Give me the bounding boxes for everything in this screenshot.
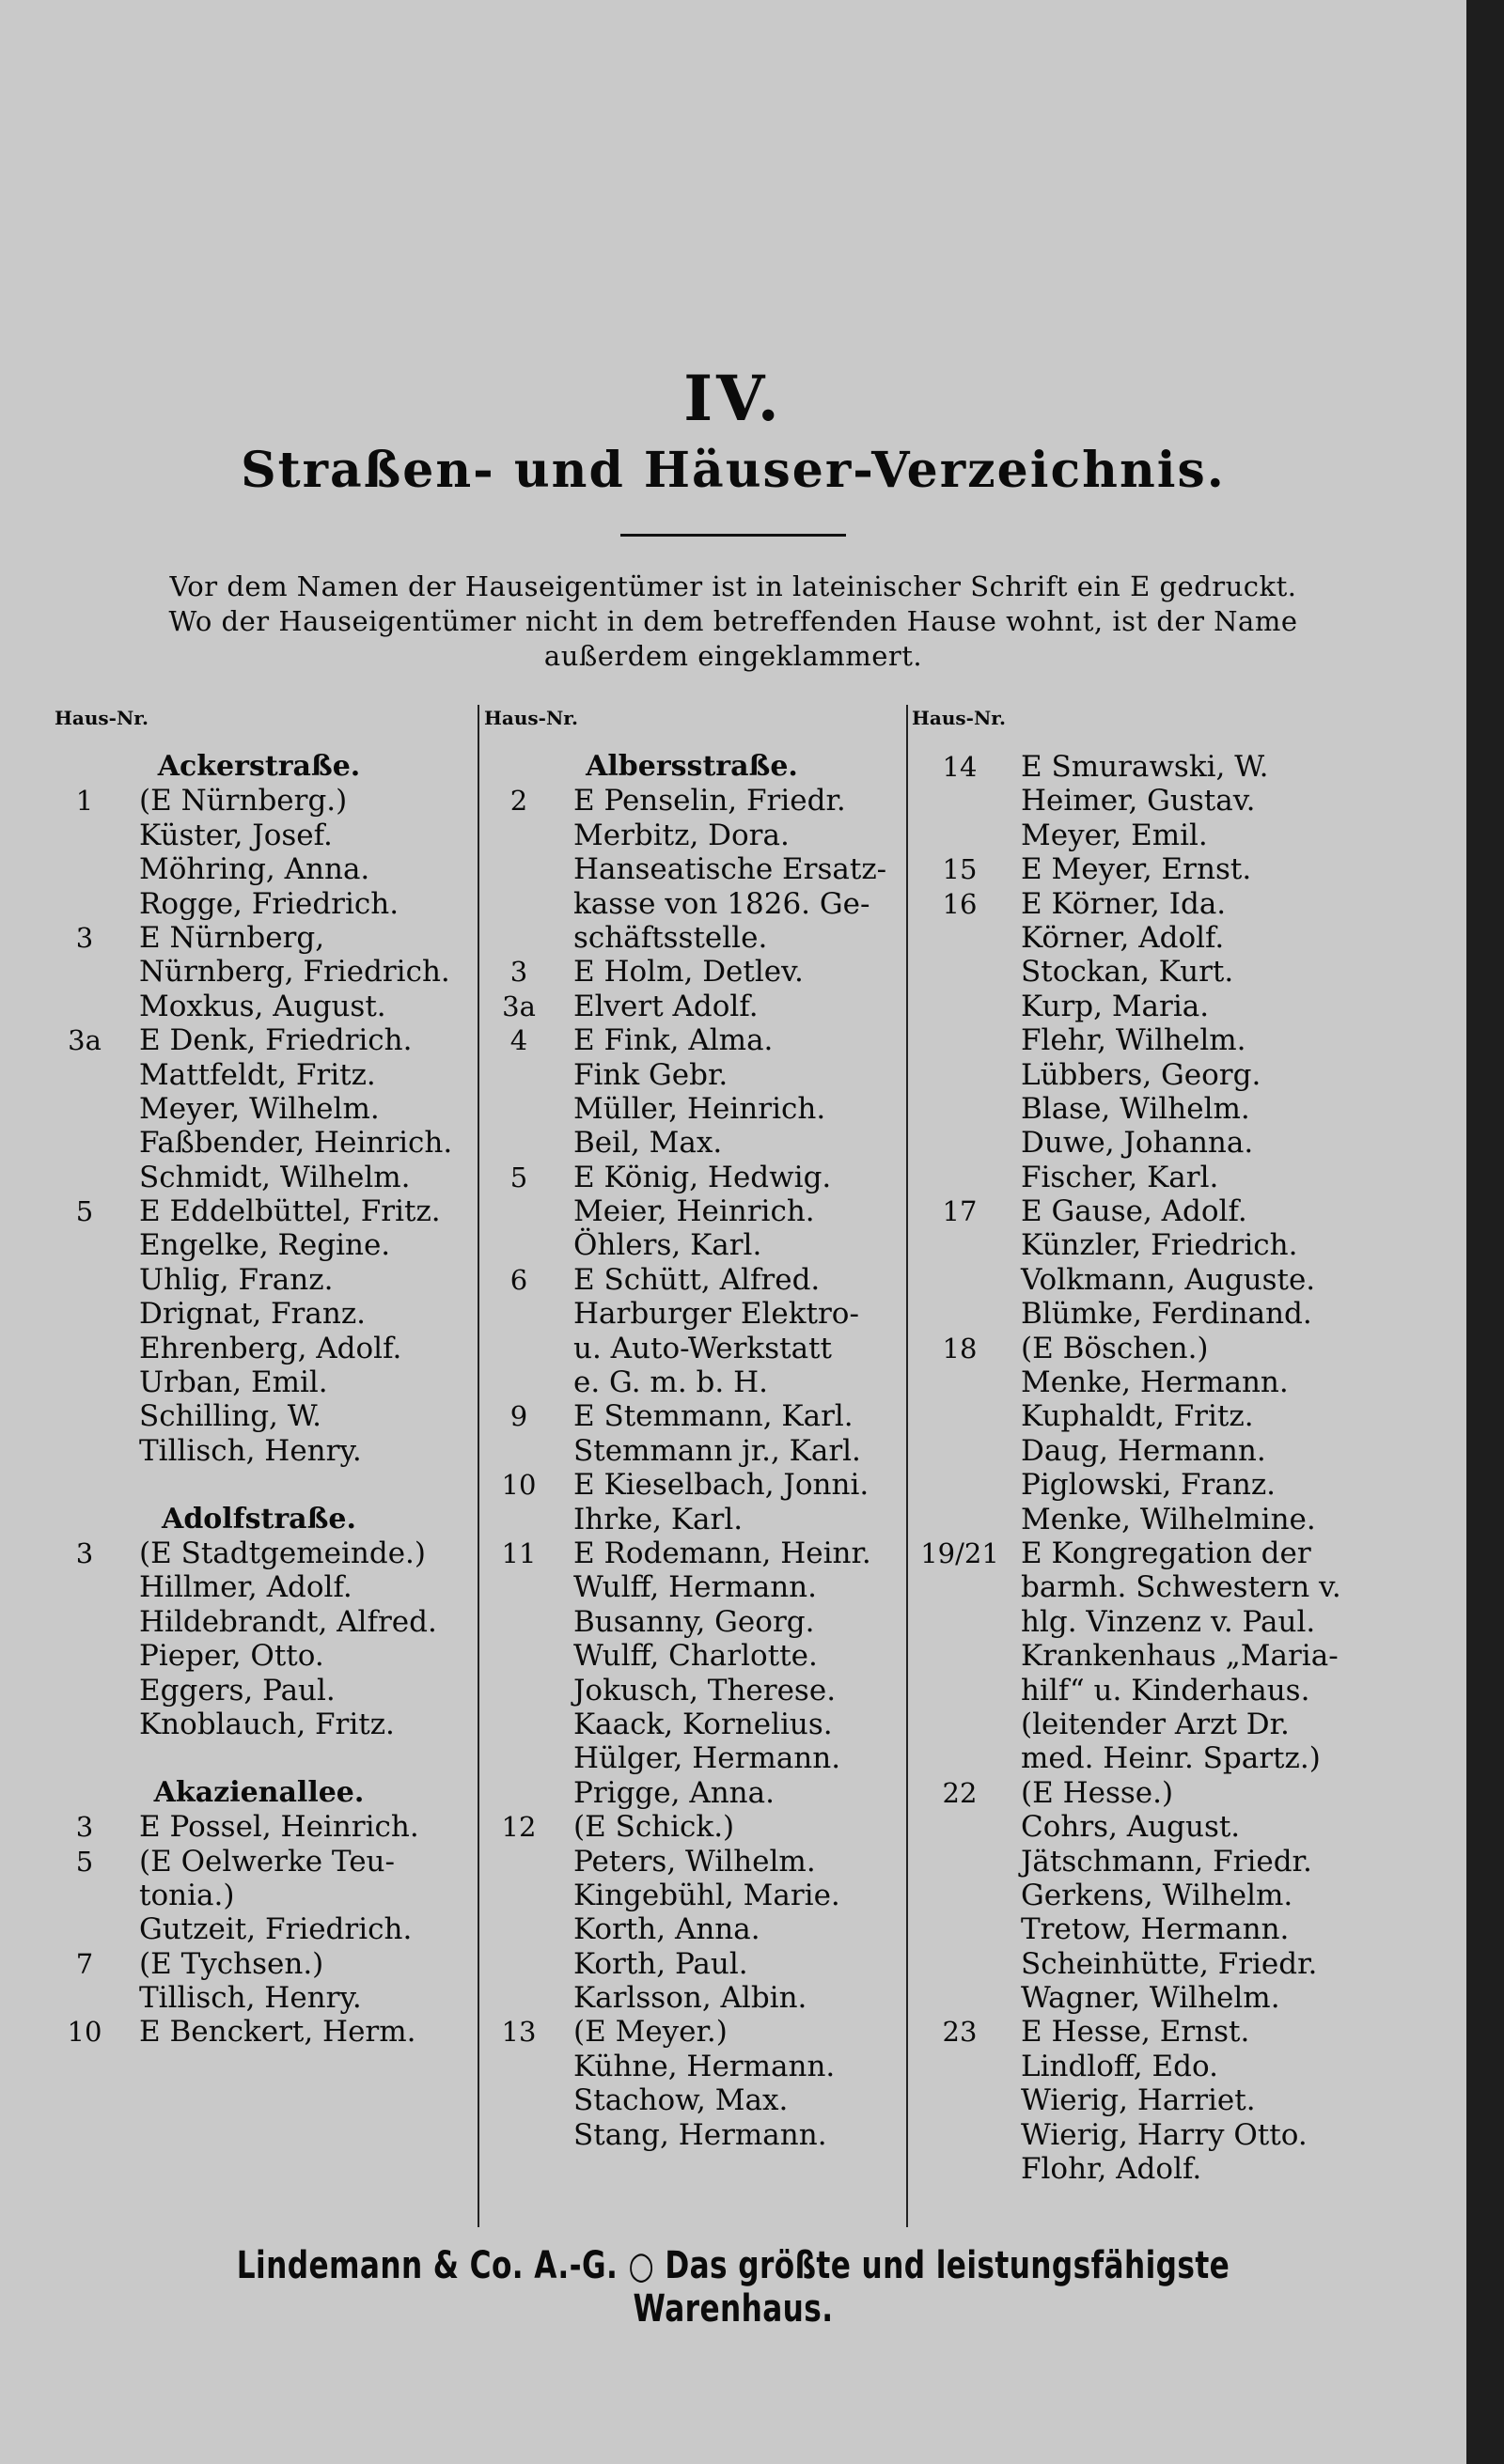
resident-name: Gerkens, Wilhelm. — [1021, 1878, 1293, 1912]
resident-name: Eggers, Paul. — [139, 1673, 336, 1708]
directory-entry — [479, 990, 904, 1023]
resident-name: hlg. Vinzenz v. Paul. — [1021, 1604, 1316, 1639]
resident-name: Tillisch, Henry. — [139, 1981, 362, 2016]
house-number: 3a — [502, 990, 536, 1022]
resident-name: Krankenhaus „Maria- — [1021, 1639, 1339, 1674]
resident-name: Hülger, Hermann. — [573, 1741, 841, 1776]
directory-entry — [479, 1947, 904, 1981]
resident-name: Pieper, Otto. — [139, 1639, 324, 1674]
resident-name: Lübbers, Georg. — [1021, 1057, 1261, 1092]
resident-name: Peters, Wilhelm. — [573, 1844, 816, 1879]
directory-entry — [908, 1023, 1434, 1057]
directory-entry — [908, 1365, 1434, 1399]
resident-name: Kaack, Kornelius. — [573, 1707, 833, 1741]
directory-entry — [45, 1297, 473, 1331]
directory-entry — [479, 1399, 904, 1433]
column-header: Haus-Nr. — [912, 707, 1006, 729]
directory-entry — [908, 1570, 1434, 1604]
resident-name: barmh. Schwestern v. — [1021, 1570, 1341, 1605]
directory-entry — [479, 819, 904, 852]
directory-entry — [479, 1674, 904, 1708]
directory-entry — [479, 1981, 904, 2015]
section-number: IV. — [683, 362, 783, 435]
directory-entry — [908, 1708, 1434, 1741]
resident-name: E Gause, Adolf. — [1021, 1194, 1247, 1229]
directory-entry — [908, 1058, 1434, 1092]
directory-entry — [908, 1297, 1434, 1331]
resident-name: Rogge, Friedrich. — [139, 886, 400, 921]
directory-entry — [479, 1365, 904, 1399]
resident-name: schäftsstelle. — [573, 920, 768, 955]
house-number: 5 — [509, 1161, 528, 1193]
resident-name: Ihrke, Karl. — [573, 1502, 744, 1536]
resident-name: E Meyer, Ernst. — [1021, 852, 1252, 887]
directory-entry — [908, 2083, 1434, 2117]
resident-name: Flehr, Wilhelm. — [1021, 1023, 1246, 1058]
directory-entry — [908, 1332, 1434, 1365]
column-header: Haus-Nr. — [484, 707, 578, 729]
resident-name: Kuphaldt, Fritz. — [1021, 1399, 1254, 1434]
directory-entry — [45, 955, 473, 989]
directory-entry — [908, 1536, 1434, 1570]
directory-entry — [479, 1776, 904, 1810]
house-number: 3 — [75, 921, 94, 954]
directory-entry — [479, 1503, 904, 1536]
directory-entry — [908, 887, 1434, 921]
directory-entry — [908, 2015, 1434, 2049]
resident-name: Fischer, Karl. — [1021, 1160, 1219, 1194]
directory-entry — [45, 1434, 473, 1468]
directory-entry — [479, 1126, 904, 1160]
directory-entry — [479, 1228, 904, 1262]
directory-entry — [45, 1399, 473, 1433]
resident-name: Schilling, W. — [139, 1399, 322, 1434]
spacer — [45, 1741, 473, 1775]
directory-entry — [479, 852, 904, 886]
resident-name: Gutzeit, Friedrich. — [139, 1912, 413, 1947]
resident-name: Korth, Anna. — [573, 1912, 760, 1947]
house-number: 4 — [509, 1024, 528, 1057]
house-number: 10 — [501, 1469, 537, 1502]
advertisement-footer: Lindemann & Co. A.-G. ○ Das größte und leistungsfähigste Warenhaus. — [236, 2244, 1230, 2331]
directory-entry — [908, 1981, 1434, 2015]
directory-entry — [908, 1879, 1434, 1912]
directory-entry — [908, 1399, 1434, 1433]
directory-entry — [479, 1194, 904, 1228]
directory-entry — [908, 1434, 1434, 1468]
directory-entry — [908, 1194, 1434, 1228]
directory-entry — [479, 2050, 904, 2083]
resident-name: E Nürnberg, — [139, 920, 325, 955]
directory-entry — [479, 1570, 904, 1604]
resident-name: (E Stadtgemeinde.) — [139, 1536, 427, 1570]
house-number: 13 — [501, 2016, 537, 2049]
resident-name: Wulff, Charlotte. — [573, 1639, 818, 1674]
resident-name: Meier, Heinrich. — [573, 1194, 815, 1229]
directory-entry — [479, 1092, 904, 1126]
resident-name: Stachow, Max. — [573, 2083, 789, 2118]
directory-entry — [908, 784, 1434, 818]
resident-name: Cohrs, August. — [1021, 1810, 1241, 1845]
directory-entry — [908, 1228, 1434, 1262]
resident-name: Hillmer, Adolf. — [139, 1570, 352, 1605]
resident-name: Kurp, Maria. — [1021, 989, 1210, 1023]
house-number: 5 — [75, 1845, 94, 1878]
resident-name: Beil, Max. — [573, 1126, 723, 1161]
directory-entry — [479, 1879, 904, 1912]
intro-line: Wo der Hauseigentümer nicht in dem betreffenden Hause wohnt, ist der Name — [168, 605, 1298, 637]
resident-name: Kingebühl, Marie. — [573, 1878, 840, 1912]
directory-entry — [45, 1092, 473, 1126]
directory-entry — [479, 1023, 904, 1057]
directory-entry — [908, 2152, 1434, 2186]
resident-name: Drignat, Franz. — [139, 1297, 367, 1332]
resident-name: Daug, Hermann. — [1021, 1433, 1266, 1468]
street-heading: Akazienallee. — [153, 1775, 365, 1809]
column-1 — [45, 750, 473, 2050]
directory-entry — [908, 1605, 1434, 1639]
directory-entry — [908, 1263, 1434, 1297]
directory-entry — [479, 1058, 904, 1092]
resident-name: Karlsson, Albin. — [573, 1981, 807, 2016]
house-number: 14 — [942, 751, 978, 783]
resident-name: Faßbender, Heinrich. — [139, 1126, 453, 1161]
directory-entry — [908, 990, 1434, 1023]
column-3 — [908, 750, 1434, 2186]
resident-name: Wagner, Wilhelm. — [1021, 1981, 1280, 2016]
directory-entry — [45, 1947, 473, 1981]
column-header: Haus-Nr. — [55, 707, 149, 729]
resident-name: Tillisch, Henry. — [139, 1433, 362, 1468]
resident-name: Flohr, Adolf. — [1021, 2152, 1202, 2187]
street-heading: Albersstraße. — [586, 750, 798, 783]
resident-name: Engelke, Regine. — [139, 1228, 391, 1263]
resident-name: Heimer, Gustav. — [1021, 784, 1256, 819]
resident-name: Künzler, Friedrich. — [1021, 1228, 1298, 1263]
resident-name: Duwe, Johanna. — [1021, 1126, 1254, 1161]
directory-entry — [908, 852, 1434, 886]
directory-entry — [45, 1536, 473, 1570]
directory-entry — [479, 955, 904, 989]
directory-entry — [908, 1161, 1434, 1194]
directory-entry — [908, 1092, 1434, 1126]
resident-name: Hildebrandt, Alfred. — [139, 1604, 437, 1639]
directory-entry — [479, 784, 904, 818]
house-number: 11 — [501, 1536, 537, 1569]
directory-entry — [45, 784, 473, 818]
resident-name: Kühne, Hermann. — [573, 2049, 836, 2083]
house-number: 23 — [942, 2016, 978, 2049]
house-number: 3 — [75, 1811, 94, 1844]
resident-name: Stemmann jr., Karl. — [573, 1433, 861, 1468]
house-number: 3 — [509, 956, 528, 989]
resident-name: Moxkus, August. — [139, 989, 386, 1023]
directory-entry — [45, 1605, 473, 1639]
directory-entry — [45, 1639, 473, 1673]
resident-name: E Denk, Friedrich. — [139, 1023, 413, 1058]
title-divider — [620, 534, 846, 537]
directory-entry — [45, 1674, 473, 1708]
resident-name: E Possel, Heinrich. — [139, 1810, 419, 1845]
directory-entry — [908, 1674, 1434, 1708]
resident-name: Blümke, Ferdinand. — [1021, 1297, 1312, 1332]
directory-entry — [479, 2083, 904, 2117]
intro-line: Vor dem Namen der Hauseigentümer ist in lateinischer Schrift ein E gedruckt. — [169, 570, 1297, 602]
house-number: 15 — [942, 853, 978, 886]
house-number: 6 — [509, 1263, 528, 1296]
resident-name: E Stemmann, Karl. — [573, 1399, 854, 1434]
resident-name: Tretow, Hermann. — [1021, 1912, 1290, 1947]
resident-name: Busanny, Georg. — [573, 1604, 815, 1639]
directory-entry — [45, 1263, 473, 1297]
house-number: 17 — [942, 1195, 978, 1228]
resident-name: Wulff, Hermann. — [573, 1570, 817, 1605]
resident-name: Körner, Adolf. — [1021, 920, 1225, 955]
directory-entry — [45, 2015, 473, 2049]
directory-entry — [908, 1947, 1434, 1981]
resident-name: Menke, Hermann. — [1021, 1365, 1289, 1400]
directory-entry — [479, 1639, 904, 1673]
directory-entry — [45, 990, 473, 1023]
directory-entry — [45, 852, 473, 886]
directory-entry — [908, 1912, 1434, 1946]
directory-entry — [479, 1434, 904, 1468]
directory-entry — [45, 819, 473, 852]
house-number: 18 — [942, 1332, 978, 1365]
directory-entry — [45, 1126, 473, 1160]
directory-entry — [479, 1468, 904, 1502]
resident-name: Urban, Emil. — [139, 1365, 328, 1400]
directory-entry — [479, 921, 904, 955]
resident-name: Ehrenberg, Adolf. — [139, 1331, 402, 1365]
resident-name: (E Nürnberg.) — [139, 784, 348, 819]
directory-entry — [479, 1912, 904, 1946]
resident-name: Harburger Elektro- — [573, 1297, 859, 1332]
resident-name: E Kongregation der — [1021, 1536, 1311, 1570]
directory-entry — [908, 2050, 1434, 2083]
directory-entry — [908, 1126, 1434, 1160]
directory-entry — [45, 1161, 473, 1194]
column-2 — [479, 750, 904, 2152]
resident-name: Merbitz, Dora. — [573, 818, 790, 852]
house-number: 5 — [75, 1195, 94, 1228]
resident-name: hilf“ u. Kinderhaus. — [1021, 1673, 1310, 1708]
resident-name: kasse von 1826. Ge- — [573, 886, 870, 921]
directory-entry — [479, 1536, 904, 1570]
directory-entry — [908, 1776, 1434, 1810]
directory-entry — [45, 1879, 473, 1912]
spacer — [45, 1468, 473, 1502]
directory-entry — [45, 1023, 473, 1057]
directory-entry — [45, 1194, 473, 1228]
directory-entry — [908, 750, 1434, 784]
resident-name: E Schütt, Alfred. — [573, 1262, 821, 1297]
house-number: 2 — [509, 785, 528, 818]
resident-name: Meyer, Wilhelm. — [139, 1091, 380, 1126]
directory-entry — [908, 1503, 1434, 1536]
resident-name: Fink Gebr. — [573, 1057, 728, 1092]
resident-name: Knoblauch, Fritz. — [139, 1707, 395, 1741]
resident-name: E Hesse, Ernst. — [1021, 2015, 1250, 2050]
directory-entry — [45, 1228, 473, 1262]
directory-entry — [479, 1297, 904, 1331]
resident-name: tonia.) — [139, 1878, 235, 1912]
directory-entry — [45, 1365, 473, 1399]
directory-entry — [45, 1912, 473, 1946]
directory-entry — [479, 1263, 904, 1297]
house-number: 3 — [75, 1536, 94, 1569]
resident-name: Müller, Heinrich. — [573, 1091, 826, 1126]
directory-entry — [479, 1845, 904, 1879]
house-number: 19/21 — [920, 1536, 999, 1569]
directory-entry — [479, 2118, 904, 2152]
directory-entry — [45, 1845, 473, 1879]
resident-name: Wierig, Harriet. — [1021, 2083, 1256, 2118]
resident-name: Blase, Wilhelm. — [1021, 1091, 1250, 1126]
directory-entry — [908, 1845, 1434, 1879]
resident-name: Volkmann, Auguste. — [1021, 1262, 1316, 1297]
directory-entry — [908, 1639, 1434, 1673]
resident-name: Prigge, Anna. — [573, 1775, 775, 1810]
resident-name: Mattfeldt, Fritz. — [139, 1057, 376, 1092]
directory-entry — [908, 2118, 1434, 2152]
resident-name: E Smurawski, W. — [1021, 750, 1269, 784]
resident-name: Jokusch, Therese. — [573, 1673, 837, 1708]
directory-entry — [908, 955, 1434, 989]
directory-entry — [479, 1810, 904, 1844]
directory-entry — [479, 1161, 904, 1194]
directory-entry — [45, 1058, 473, 1092]
directory-entry — [908, 1468, 1434, 1502]
resident-name: E König, Hedwig. — [573, 1160, 832, 1194]
directory-entry — [45, 1332, 473, 1365]
directory-entry — [908, 1810, 1434, 1844]
house-number: 9 — [509, 1400, 528, 1433]
resident-name: Möhring, Anna. — [139, 852, 370, 887]
resident-name: Nürnberg, Friedrich. — [139, 955, 450, 990]
street-heading: Adolfstraße. — [162, 1502, 356, 1536]
resident-name: (leitender Arzt Dr. — [1021, 1707, 1290, 1741]
resident-name: E Benckert, Herm. — [139, 2015, 416, 2050]
house-number: 10 — [67, 2016, 102, 2049]
directory-entry — [45, 887, 473, 921]
resident-name: Lindloff, Edo. — [1021, 2049, 1218, 2083]
house-number: 16 — [942, 887, 978, 920]
resident-name: Hanseatische Ersatz- — [573, 852, 887, 887]
house-number: 1 — [75, 785, 94, 818]
directory-entry — [479, 1741, 904, 1775]
resident-name: (E Böschen.) — [1021, 1331, 1209, 1365]
resident-name: E Penselin, Friedr. — [573, 784, 846, 819]
resident-name: med. Heinr. Spartz.) — [1021, 1741, 1321, 1776]
directory-entry — [908, 819, 1434, 852]
intro-text — [85, 569, 1382, 674]
directory-entry — [45, 1570, 473, 1604]
resident-name: Korth, Paul. — [573, 1946, 748, 1981]
resident-name: Schmidt, Wilhelm. — [139, 1160, 411, 1194]
street-heading: Ackerstraße. — [157, 750, 361, 783]
directory-entry — [45, 1981, 473, 2015]
resident-name: E Kieselbach, Jonni. — [573, 1468, 870, 1503]
resident-name: E Holm, Detlev. — [573, 955, 804, 990]
directory-entry — [45, 921, 473, 955]
resident-name: Piglowski, Franz. — [1021, 1468, 1277, 1503]
resident-name: Wierig, Harry Otto. — [1021, 2117, 1308, 2152]
resident-name: (E Tychsen.) — [139, 1946, 324, 1981]
resident-name: Küster, Josef. — [139, 818, 333, 852]
resident-name: E Eddelbüttel, Fritz. — [139, 1194, 441, 1229]
resident-name: (E Oelwerke Teu- — [139, 1844, 395, 1879]
directory-entry — [908, 921, 1434, 955]
page-title: Straßen- und Häuser-Verzeichnis. — [241, 442, 1226, 499]
house-number: 3a — [68, 1024, 102, 1057]
resident-name: Uhlig, Franz. — [139, 1262, 334, 1297]
resident-name: E Rodemann, Heinr. — [573, 1536, 871, 1570]
resident-name: Jätschmann, Friedr. — [1021, 1844, 1312, 1879]
resident-name: (E Meyer.) — [573, 2015, 728, 2050]
directory-entry — [479, 887, 904, 921]
resident-name: E Körner, Ida. — [1021, 886, 1227, 921]
resident-name: E Fink, Alma. — [573, 1023, 774, 1058]
resident-name: e. G. m. b. H. — [573, 1365, 768, 1400]
resident-name: Stang, Hermann. — [573, 2117, 827, 2152]
directory-entry — [479, 2015, 904, 2049]
directory-entry — [479, 1708, 904, 1741]
intro-line: außerdem eingeklammert. — [543, 640, 923, 672]
resident-name: Menke, Wilhelmine. — [1021, 1502, 1316, 1536]
directory-entry — [45, 1708, 473, 1741]
resident-name: Scheinhütte, Friedr. — [1021, 1946, 1318, 1981]
resident-name: Stockan, Kurt. — [1021, 955, 1234, 990]
directory-entry — [479, 1332, 904, 1365]
house-number: 12 — [501, 1811, 537, 1844]
resident-name: (E Hesse.) — [1021, 1775, 1174, 1810]
page-edge — [1466, 0, 1504, 2464]
resident-name: Öhlers, Karl. — [573, 1228, 762, 1263]
directory-entry — [908, 1741, 1434, 1775]
resident-name: (E Schick.) — [573, 1810, 735, 1845]
resident-name: Elvert Adolf. — [573, 989, 759, 1023]
house-number: 22 — [942, 1776, 978, 1809]
house-number: 7 — [75, 1947, 94, 1980]
directory-entry — [45, 1810, 473, 1844]
resident-name: Meyer, Emil. — [1021, 818, 1208, 852]
resident-name: u. Auto-Werkstatt — [573, 1331, 832, 1365]
directory-entry — [479, 1605, 904, 1639]
